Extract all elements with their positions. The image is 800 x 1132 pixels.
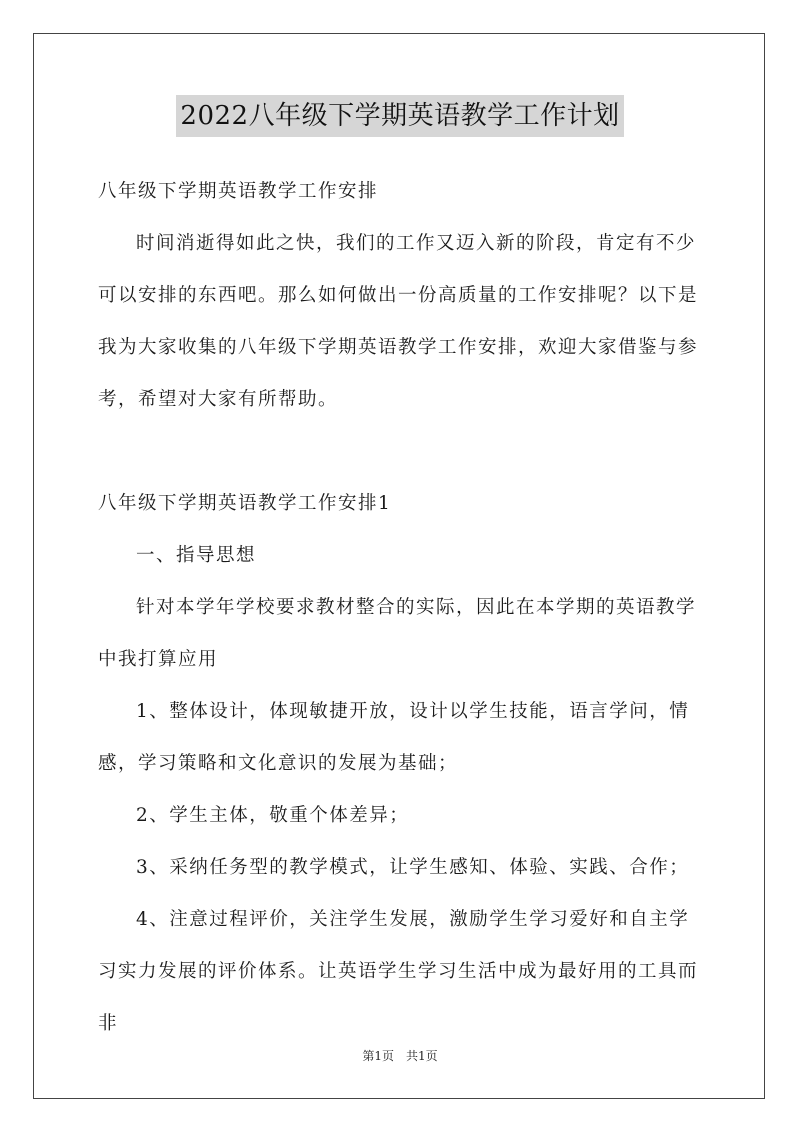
page-footer [0, 1047, 800, 1064]
section-heading: 八年级下学期英语教学工作安排1 [98, 493, 392, 514]
document-title: 2022八年级下学期英语教学工作计划 [176, 95, 623, 137]
page-number: 第1页 [362, 1049, 394, 1063]
list-item: 1、整体设计，体现敏捷开放，设计以学生技能，语言学问，情感，学习策略和文化意识的发展为基础； [98, 701, 690, 774]
document-body [98, 166, 702, 1050]
list-item: 2、学生主体，敬重个体差异； [136, 805, 410, 826]
list-item: 3、采纳任务型的教学模式，让学生感知、体验、实践、合作； [136, 857, 690, 878]
list-item: 4、注意过程评价，关注学生发展，激励学生学习爱好和自主学习实力发展的评价体系。让英语学生学习生活中成为最好用的工具而非 [98, 909, 699, 1034]
main-heading: 八年级下学期英语教学工作安排 [98, 181, 379, 202]
title-area [0, 95, 800, 137]
subheading-guiding-ideology: 一、指导思想 [136, 545, 257, 566]
page-total: 共1页 [406, 1049, 438, 1063]
paragraph-gap [98, 426, 702, 478]
intro-paragraph: 时间消逝得如此之快，我们的工作又迈入新的阶段，肯定有不少可以安排的东西吧。那么如何做出一份高质量的工作安排呢？以下是我为大家收集的八年级下学期英语教学工作安排，欢迎大家借鉴与参考，希望对大家有所帮助。 [98, 233, 699, 410]
body-paragraph: 针对本学年学校要求教材整合的实际，因此在本学期的英语教学中我打算应用 [98, 597, 697, 670]
